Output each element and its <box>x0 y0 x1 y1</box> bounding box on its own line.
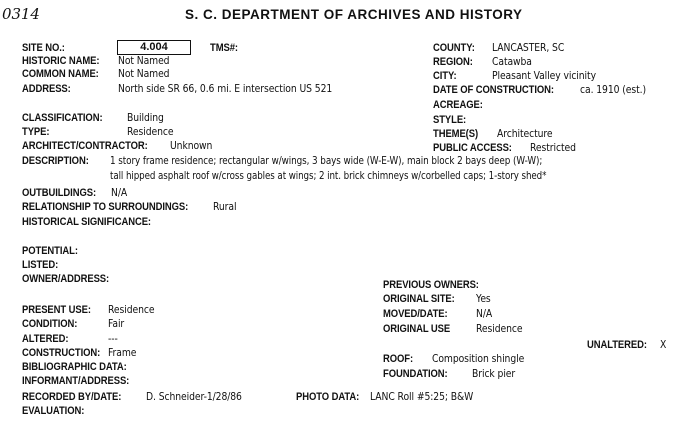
original-site-value: Yes <box>476 293 491 305</box>
region-value: Catawba <box>492 56 532 68</box>
county-label: COUNTY: <box>433 42 475 54</box>
common-name-row <box>22 68 111 81</box>
type-value: Residence <box>127 126 174 138</box>
outbuildings-label: OUTBUILDINGS: <box>22 187 97 199</box>
themes-value: Architecture <box>497 128 553 140</box>
address-value: North side SR 66, 0.6 mi. E intersection US 521 <box>118 83 333 95</box>
style-label: STYLE: <box>433 114 467 126</box>
historic-name-value: Not Named <box>118 55 170 67</box>
historic-name-label: HISTORIC NAME: <box>22 55 100 67</box>
tms-row <box>210 42 243 55</box>
public-access-label: PUBLIC ACCESS: <box>433 142 512 154</box>
original-use-value: Residence <box>476 323 523 335</box>
original-site-label: ORIGINAL SITE: <box>383 293 455 305</box>
condition-value: Fair <box>108 318 125 330</box>
altered-label: ALTERED: <box>22 333 69 345</box>
city-label: CITY: <box>433 70 457 82</box>
moved-date-value: N/A <box>476 308 493 320</box>
recorded-value: D. Schneider-1/28/86 <box>146 391 242 403</box>
photo-data-label: PHOTO DATA: <box>296 391 360 403</box>
date-of-construction-label: DATE OF CONSTRUCTION: <box>433 84 554 96</box>
moved-date-label: MOVED/DATE: <box>383 308 448 320</box>
description-line-1: 1 story frame residence; rectangular w/wings, 3 bays wide (W-E-W), main block 2 bays deep (W-W); <box>110 155 543 167</box>
listed-label: LISTED: <box>22 259 59 271</box>
date-of-construction-value: ca. 1910 (est.) <box>580 84 647 96</box>
historic-name-row <box>22 55 112 68</box>
public-access-value: Restricted <box>530 142 576 154</box>
acreage-label: ACREAGE: <box>433 99 483 111</box>
themes-label: THEME(S) <box>433 128 479 140</box>
description-label: DESCRIPTION: <box>22 155 89 167</box>
unaltered-value: X <box>660 339 667 351</box>
evaluation-label: EVALUATION: <box>22 405 85 417</box>
architect-value: Unknown <box>170 140 213 152</box>
potential-label: POTENTIAL: <box>22 245 78 257</box>
historical-significance-label: HISTORICAL SIGNIFICANCE: <box>22 216 151 228</box>
bibliographic-label: BIBLIOGRAPHIC DATA: <box>22 361 127 373</box>
present-use-label: PRESENT USE: <box>22 304 91 316</box>
previous-owners-label: PREVIOUS OWNERS: <box>383 279 479 291</box>
relationship-value: Rural <box>213 201 237 213</box>
roof-value: Composition shingle <box>432 353 525 365</box>
corner-number: 0314 <box>2 5 40 23</box>
county-value: LANCASTER, SC <box>492 42 565 54</box>
site-no-label: SITE NO.: <box>22 42 65 54</box>
relationship-label: RELATIONSHIP TO SURROUNDINGS: <box>22 201 189 213</box>
type-label: TYPE: <box>22 126 50 138</box>
construction-value: Frame <box>108 347 137 359</box>
present-use-value: Residence <box>108 304 155 316</box>
classification-value: Building <box>127 112 164 124</box>
site-no-box <box>117 40 191 55</box>
description-line-2: tall hipped asphalt roof w/cross gables at wings; 2 int. brick chimneys w/corbelled caps; 1-story shed* <box>110 170 547 182</box>
architect-label: ARCHITECT/CONTRACTOR: <box>22 140 148 152</box>
outbuildings-value: N/A <box>111 187 128 199</box>
recorded-label: RECORDED BY/DATE: <box>22 391 122 403</box>
site-no-row <box>22 42 72 55</box>
address-row <box>22 83 79 96</box>
site-no-value: 4.004 <box>140 41 168 53</box>
city-value: Pleasant Valley vicinity <box>492 70 596 82</box>
photo-data-value: LANC Roll #5:25; B&W <box>370 391 474 403</box>
common-name-value: Not Named <box>118 68 170 80</box>
address-label: ADDRESS: <box>22 83 71 95</box>
roof-label: ROOF: <box>383 353 414 365</box>
condition-label: CONDITION: <box>22 318 78 330</box>
foundation-value: Brick pier <box>472 368 516 380</box>
page-title: S. C. DEPARTMENT OF ARCHIVES AND HISTORY <box>185 7 523 22</box>
altered-value: --- <box>108 333 118 345</box>
classification-label: CLASSIFICATION: <box>22 112 103 124</box>
common-name-label: COMMON NAME: <box>22 68 99 80</box>
tms-label: TMS#: <box>210 42 238 54</box>
owner-label: OWNER/ADDRESS: <box>22 273 110 285</box>
region-label: REGION: <box>433 56 473 68</box>
original-use-label: ORIGINAL USE <box>383 323 451 335</box>
foundation-label: FOUNDATION: <box>383 368 448 380</box>
unaltered-label: UNALTERED: <box>587 339 647 351</box>
informant-label: INFORMANT/ADDRESS: <box>22 375 130 387</box>
construction-label: CONSTRUCTION: <box>22 347 101 359</box>
